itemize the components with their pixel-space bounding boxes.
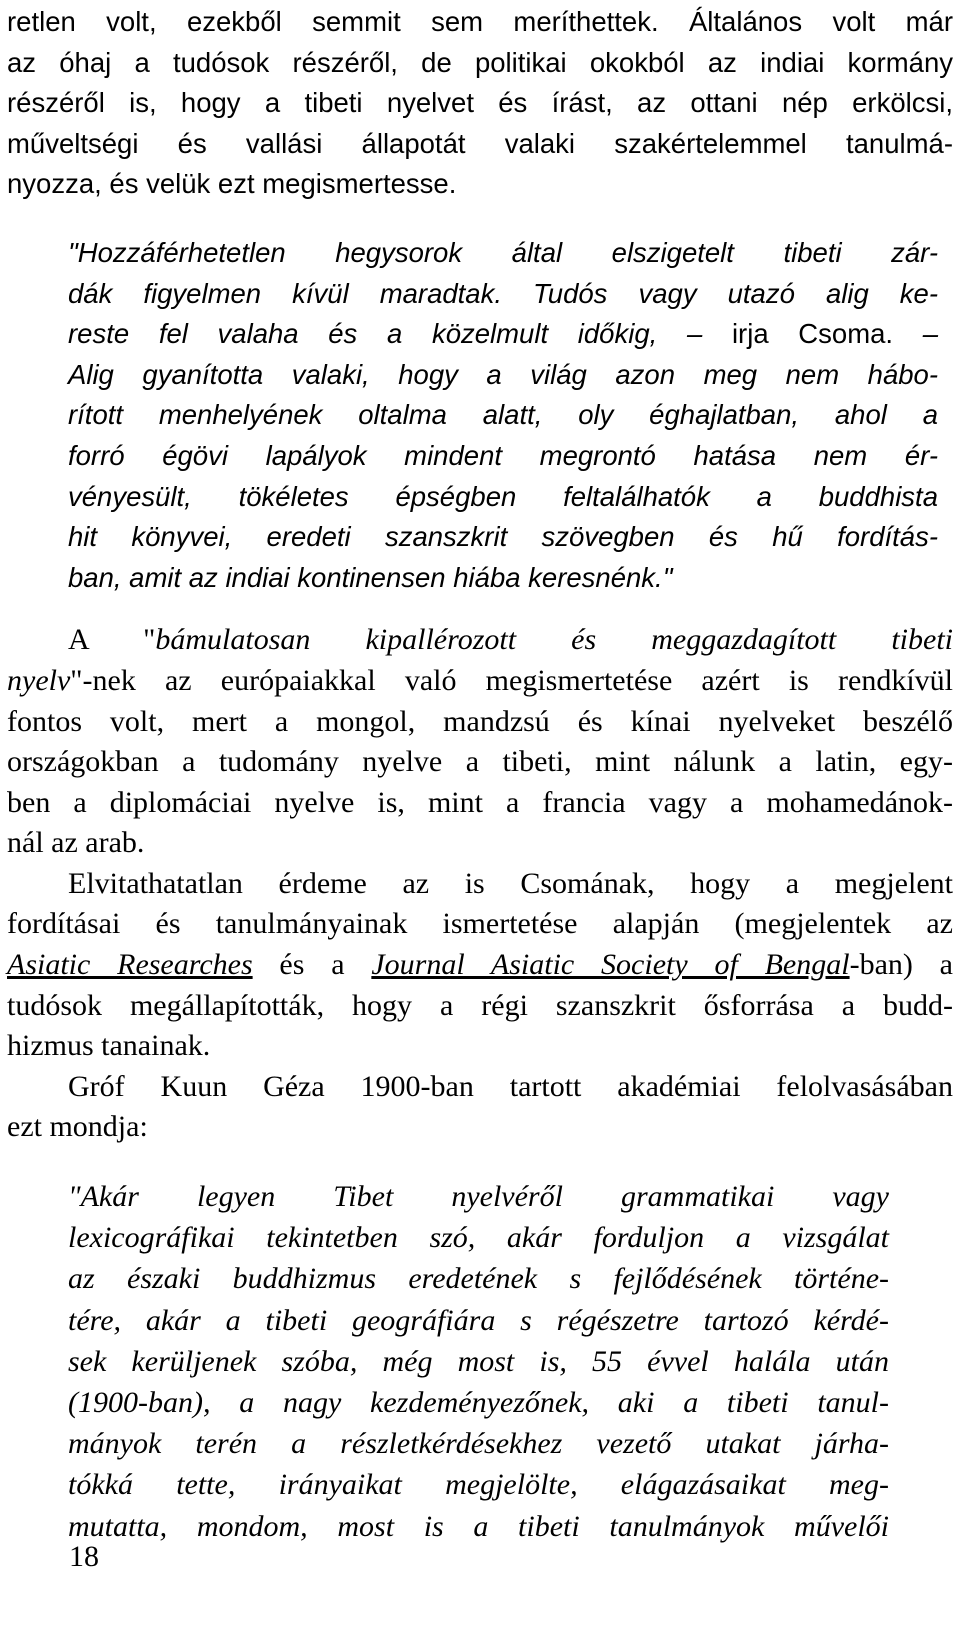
text: -ban) a xyxy=(849,948,953,982)
quote-line: "Hozzáférhetetlen hegysorok által elszigetelt tibeti zár- xyxy=(68,236,938,268)
text-line xyxy=(7,945,953,986)
intro-paragraph xyxy=(7,2,953,205)
quote-line: ban, amit az indiai kontinensen hiába keresnénk." xyxy=(68,561,673,593)
quote-line: mányok terén a részletkérdésekhez vezető utakat járha- xyxy=(68,1427,889,1461)
quote-line: (1900-ban), a nagy kezdeményezőnek, aki a tibeti tanul- xyxy=(68,1385,889,1419)
text-line: fontos volt, mert a mongol, mandzsú és kínai nyelveket beszélő xyxy=(7,704,953,738)
text-line: részéről is, hogy a tibeti nyelvet és írást, az ottani nép erkölcsi, xyxy=(7,87,953,119)
quote-line: lexicográfikai tekintetben szó, akár forduljon a vizsgálat xyxy=(68,1221,889,1255)
text-line: fordításai és tanulmányainak ismertetése alapján (megjelentek az xyxy=(7,907,953,941)
text-line: az óhaj a tudósok részéről, de politikai okokból az indiai kormány xyxy=(7,46,953,78)
journal-title: Journal Asiatic Society of Bengal xyxy=(371,948,850,982)
text-line xyxy=(7,864,953,905)
quote-line: tókká tette, irányaikat megjelölte, elágazásaikat meg- xyxy=(68,1468,889,1502)
text: Gróf Kuun Géza 1900-ban tartott akadémiai felolvasásában xyxy=(68,1069,953,1103)
text-line: ben a diplomáciai nyelve is, mint a francia vagy a mohamedánok- xyxy=(7,785,953,819)
paragraph-tibetan-language xyxy=(7,620,953,864)
text-line: ezt mondja: xyxy=(7,1110,148,1144)
quote-line: mutatta, mondom, most is a tibeti tanulmányok művelői xyxy=(68,1509,889,1543)
text-line: országokban a tudomány nyelve a tibeti, mint nálunk a latin, egy- xyxy=(7,745,953,779)
italic-text: bámulatosan kipallérozott és meggazdagított tibeti xyxy=(155,623,953,657)
text-line: nyozza, és velük ezt megismertesse. xyxy=(7,168,457,200)
quote-line: "Akár legyen Tibet nyelvéről grammatikai vagy xyxy=(68,1180,889,1214)
text-line xyxy=(7,620,953,661)
text: és a xyxy=(252,948,372,982)
quote-line: dák figyelmen kívül maradtak. Tudós vagy utazó alig ke- xyxy=(68,277,938,309)
quote-line: az északi buddhizmus eredetének s fejlődésének történe- xyxy=(68,1262,889,1296)
text-line: hizmus tanainak. xyxy=(7,1029,211,1063)
quote-line xyxy=(68,314,938,355)
text-line: tudósok megállapították, hogy a régi szanszkrit ősforrása a budd- xyxy=(7,988,953,1022)
quote-line: sek kerüljenek szóba, még most is, 55 évvel halála után xyxy=(68,1344,889,1378)
text-line: retlen volt, ezekből semmit sem meríthettek. Általános volt már xyxy=(7,6,953,37)
text-line xyxy=(7,1067,953,1108)
kuun-quote xyxy=(7,1176,953,1547)
paragraph-kuun-geza xyxy=(7,1067,953,1148)
quote-line: vényesült, tökéletes épségben feltalálhatók a buddhista xyxy=(68,480,938,512)
text: "-nek az európaiakkal való megismertetése azért is rendkívül xyxy=(70,663,953,697)
paragraph-merit xyxy=(7,864,953,1067)
page-number: 18 xyxy=(69,1540,99,1573)
quote-line: Alig gyanította valaki, hogy a világ azon meg nem hábo- xyxy=(68,358,938,390)
csoma-quote xyxy=(7,233,953,598)
quote-text: reste fel valaha és a közelmult időkig, – xyxy=(68,318,703,350)
text-line xyxy=(7,661,953,702)
attribution: irja Csoma. xyxy=(731,318,894,350)
quote-line: forró égövi lapályok mindent megrontó hatása nem ér- xyxy=(68,439,938,471)
book-page xyxy=(7,2,953,1547)
quote-line: rított menhelyének oltalma alatt, oly éghajlatban, ahol a xyxy=(68,399,938,431)
journal-title: Asiatic Researches xyxy=(7,948,253,982)
quote-line: tére, akár a tibeti geográfiára s régészetre tartozó kérdé- xyxy=(68,1303,889,1337)
text: Elvitathatatlan érdeme az is Csomának, hogy a megjelent xyxy=(68,866,953,900)
text-line: műveltségi és vallási állapotát valaki szakértelemmel tanulmá- xyxy=(7,127,953,159)
quote-line: hit könyvei, eredeti szanszkrit szövegben és hű fordítás- xyxy=(68,521,938,553)
italic-text: nyelv xyxy=(7,663,71,697)
dash: – xyxy=(922,318,939,350)
text-line: nál az arab. xyxy=(7,826,145,860)
text: A " xyxy=(68,623,156,657)
